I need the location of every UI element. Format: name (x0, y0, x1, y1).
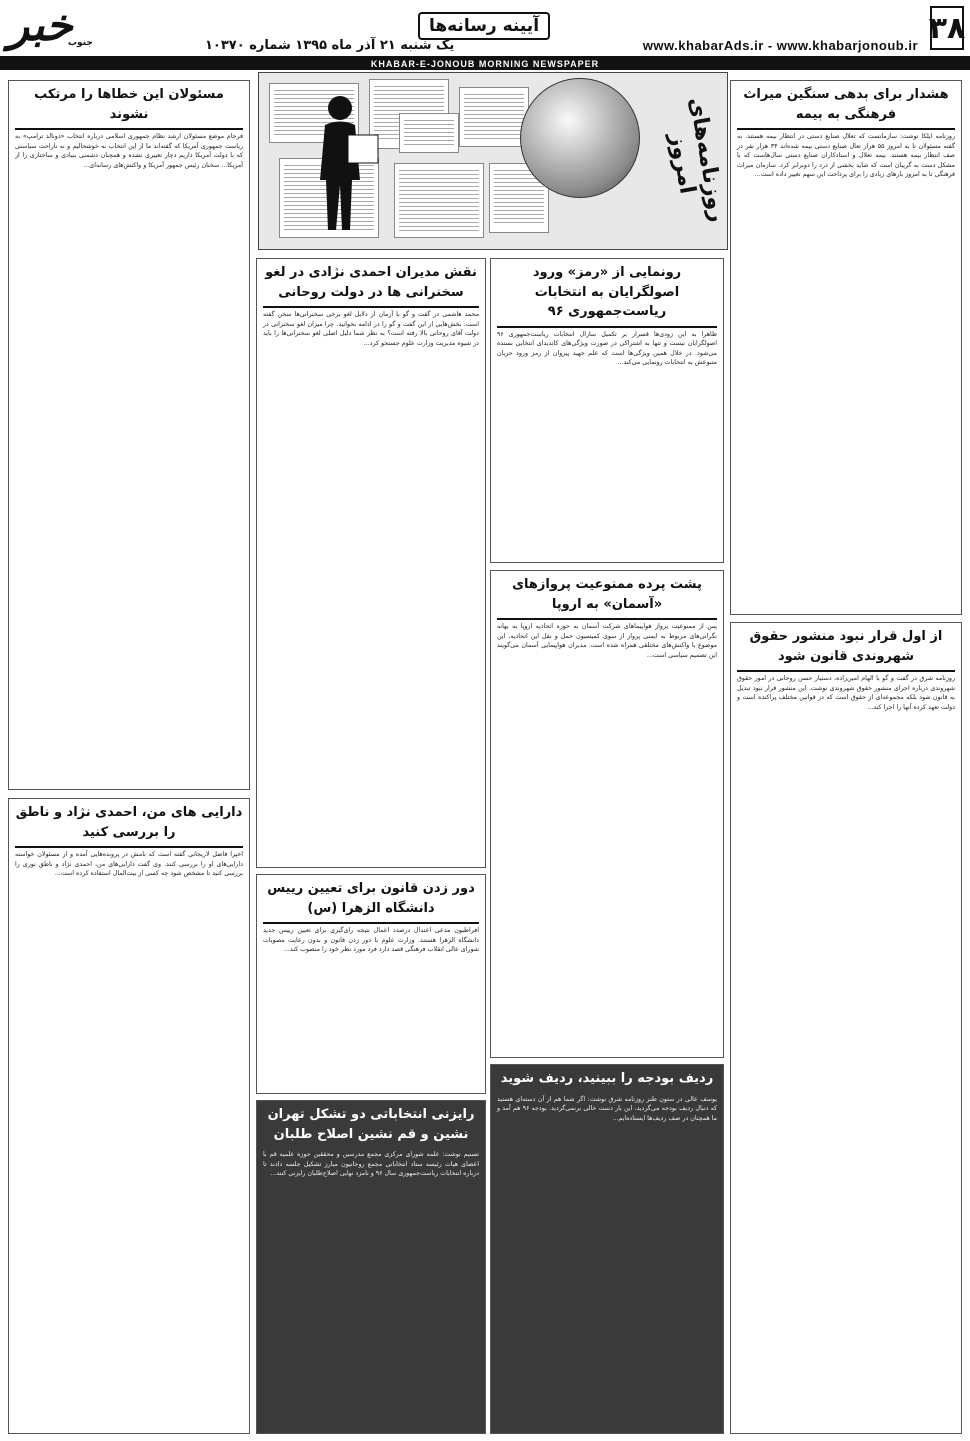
article-body: محمد هاشمی در گفت و گو با آرمان از دلایل لغو برخی سخنرانی‌ها سخن گفته است. بخش‌هایی از این گفت و گو را در ادامه بخوانید. چرا میزان لغو سخنرانی در دولت آقای روحانی بالا رفته است؟ به نظر شما دلیل اصلی لغو سخنرانی‌ها را باید در شیوه مدیریت وزارت علوم جستجو کرد... (263, 311, 479, 347)
logo-subtext: جنوب (68, 38, 93, 48)
article-body: اخیرا فاضل لاریجانی گفته است که نامش در پرونده‌هایی آمده و از مسئولان خواسته دارایی‌های او را بررسی کنند. وی گفت دارایی‌های من، احمدی نژاد و ناطق نوری را بررسی کنید تا مشخص شود چه کسی از بیت‌المال استفاده کرده است... (15, 851, 243, 877)
website-url[interactable]: www.khabarAds.ir - www.khabarjonoub.ir (642, 38, 918, 53)
article-title[interactable]: پشت پرده ممنوعیت پروازهای «آسمان» به اروپا (512, 577, 702, 612)
article-title[interactable]: هشدار برای بدهی سنگین میراث فرهنگی به بیمه (743, 87, 949, 122)
newspaper-logo (8, 0, 128, 52)
masthead (0, 0, 970, 58)
article-assets (8, 798, 250, 1434)
article-budget (490, 1064, 724, 1434)
article-ahmadinejad (256, 258, 486, 868)
article-reformists (256, 1100, 486, 1434)
article-body: روزنامه شرق در گفت و گو با الهام امین‌زاده، دستیار حسن روحانی در امور حقوق شهروندی درباره اجرای منشور حقوق شهروندی نوشت. این منشور قرار نبود تبدیل به قانون شود بلکه مجموعه‌ای از حقوق است که در قوانین مختلف پراکنده است و دولت تعهد کرده آنها را اجرا کند... (737, 675, 955, 711)
reader-silhouette-icon (300, 90, 380, 240)
article-title[interactable]: ردیف بودجه را ببینید، ردیف شوید (500, 1071, 714, 1086)
article-title[interactable]: رایزنی انتخاباتی دو تشکل تهران نشین و قم نشین اصلاح طلبان (267, 1107, 475, 1142)
page-number: ۳۸ (930, 6, 964, 50)
article-ramz (490, 258, 724, 563)
issue-date: یک شنبه ۲۱ آذر ماه ۱۳۹۵ شماره ۱۰۳۷۰ (205, 38, 455, 53)
article-aseman (490, 570, 724, 1058)
article-body: یوسف عالی در ستون طنز روزنامه شرق نوشت: اگر شما هم از آن دسته‌ای هستید که دنبال ردیف بودجه می‌گردید، این بار دست خالی برنمی‌گردید. بودجه ۹۶ هم آمد و ما همچنان در صف ردیف‌ها ایستاده‌ایم... (497, 1095, 717, 1122)
article-title[interactable]: دور زدن قانون برای تعیین رییس دانشگاه الزهرا (س) (267, 881, 475, 916)
article-title[interactable]: از اول قرار نبود منشور حقوق شهروندی قانون شود (749, 629, 943, 664)
article-principals (8, 80, 250, 790)
article-body: افراطیون مدعی اعتدال درصدد اعمال نتیجه رای‌گیری برای تعیین رییس جدید دانشگاه الزهرا هستند. وزارت علوم با دور زدن قانون و بدون رعایت مصوبات شورای عالی انقلاب فرهنگی قصد دارد فرد مورد نظر خود را منصوب کند... (263, 927, 479, 953)
article-alzahra (256, 874, 486, 1094)
article-title[interactable]: دارایی های من، احمدی نژاد و ناطق را بررسی کنید (15, 805, 243, 840)
section-title: آیینه رسانه‌ها (418, 12, 550, 40)
article-body: تسنیم نوشت: علمه شورای مرکزی مجمع مدرسین و محققین حوزه علمیه قم با اعضای هیات رئیسه ستاد انتخاباتی مجمع روحانیون مبارز تشکیل جلسه دادند تا درباره انتخابات ریاست‌جمهوری سال ۹۶ و نامزد نهایی اصلاح‌طلبان رایزنی کنند... (263, 1151, 479, 1177)
article-body: پس از ممنوعیت پرواز هواپیماهای شرکت آسمان به حوزه اتحادیه اروپا به بهانه نگرانی‌های مربوط به ایمنی پرواز از سوی کمیسیون حمل و نقل این اتحادیه، این موضوع با واکنش‌های مختلفی همراه شده است. مدیران هواپیمایی آسمان می‌گویند این تصمیم سیاسی است... (497, 623, 717, 659)
article-title[interactable]: رونمایی از «رمز» ورود اصولگرایان به انتخابات ریاست‌جمهوری ۹۶ (532, 265, 682, 319)
english-banner: KHABAR-E-JONOUB MORNING NEWSPAPER (0, 58, 970, 70)
article-body: روزنامه ایلکا نوشت: سازمانست که تعلال صنایع دستی در انتظار بیمه هستند. به گفته مسئولان تا به امروز ۵۵ هزار تعال صنایع دستی بیمه شده‌اند ۳۴ هزار نفر در صف انتظار بیمه هستند. بیمه تعلال و استادکاران صنایع دستی سال‌هاست که با مشکل دست به گریبان است که شاید بخشی از درد را دوبرابر کرد. سازمان میراث فرهنگی تا به امروز بارهای زیادی را برای پرداخت این سهم تغییر داده است... (737, 133, 955, 178)
article-charter (730, 622, 962, 1434)
article-title[interactable]: مسئولان این خطاها را مرتکب نشوند (34, 87, 224, 122)
illustration-label: روزنامه‌های امروز (664, 95, 731, 224)
article-body: فرجام موضع مسئولان ارشد نظام جمهوری اسلامی درباره انتخاب «دونالد ترامپ» به ریاست جمهوری آمریکا که گفته‌اند ما از این انتخاب نه خوشحالیم و نه ناراحت سیاستی که با دولت آمریکا داریم دچار تغییری نشده و همچنان دشمنی بنیادی و ساختاری را از آمریکا... سخنان رئیس جمهور آمریکا و واکنش‌های رسانه‌ای... (15, 133, 243, 169)
article-title[interactable]: نقش مدیران احمدی نژادی در لغو سخنرانی ها در دولت روحانی (265, 265, 477, 300)
logo-text: خبر (8, 0, 73, 51)
article-heritage (730, 80, 962, 615)
article-body: ظاهرا به این زودی‌ها قسرار بر تکمیل سازال انتخابات ریاست‌جمهوری ۹۶ اصولگرایان نیست و تنها به اشتراکی در صورت ویژگی‌های کاندیدای انتخابی بسنده می‌شود. در خلال همین ویژگی‌ها است که علم جهید پیروان از رمز ورود جریان متبوعش به انتخابات رونمایی می‌کند... (497, 330, 717, 366)
